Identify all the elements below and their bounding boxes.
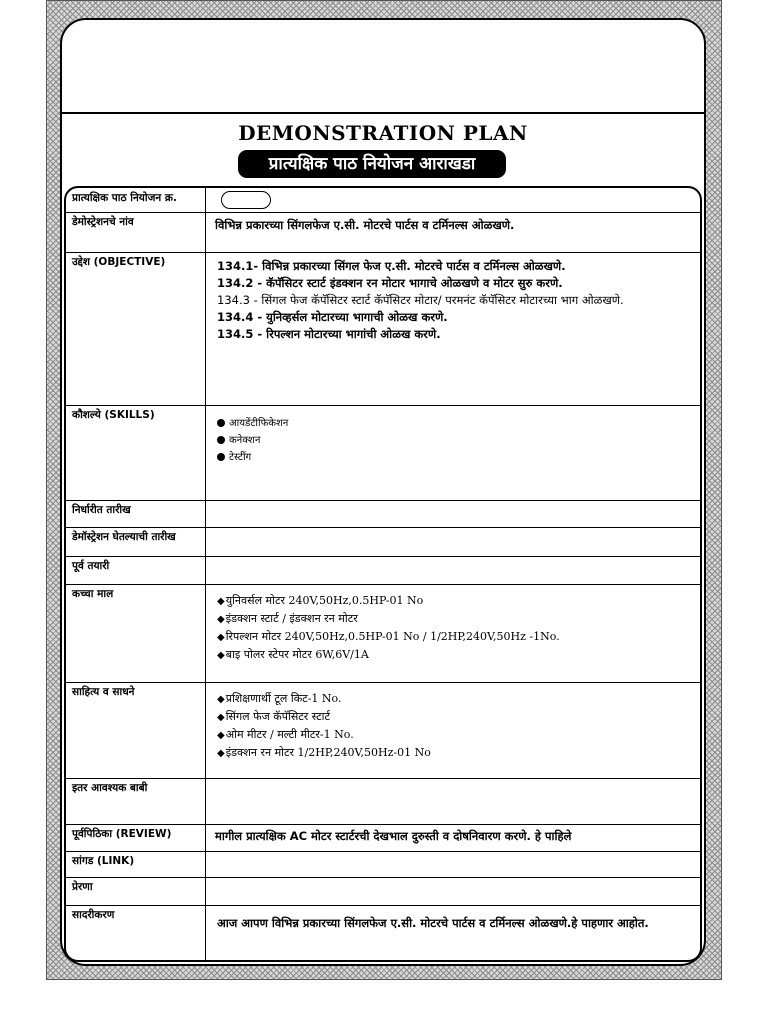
diamond-bullet-icon: ◆	[217, 650, 225, 661]
review-value: मागील प्रात्यक्षिक AC मोटर स्टार्टरची देखभाल दुरुस्ती व दोषनिवारण करणे. हे पाहिले	[215, 829, 572, 843]
row-raw-material	[66, 584, 700, 683]
title-english: DEMONSTRATION PLAN	[238, 121, 528, 145]
label-skills: कौशल्ये (SKILLS)	[66, 405, 206, 500]
diamond-bullet-icon: ◆	[217, 632, 225, 643]
diamond-bullet-icon: ◆	[217, 694, 225, 705]
label-preparation: पूर्व तयारी	[66, 556, 206, 584]
label-fixed-date: निर्धारीत तारीख	[66, 500, 206, 527]
label-presentation: सादरीकरण	[66, 905, 206, 962]
diamond-bullet-icon: ◆	[217, 712, 225, 723]
row-tools	[66, 682, 700, 779]
title-marathi-badge: प्रात्यक्षिक पाठ नियोजन आराखडा	[238, 150, 506, 178]
row-objective	[66, 252, 700, 406]
list-item: ◆ओम मीटर / मल्टी मीटर-1 No.	[217, 728, 354, 741]
row-presentation	[66, 905, 700, 962]
row-other	[66, 778, 700, 825]
row-motivation	[66, 877, 700, 906]
label-demo-date: डेमॉस्ट्रेशन घेतल्याची तारीख	[66, 527, 206, 556]
skills-list	[207, 405, 700, 500]
objective-line: 134.5 - रिपल्शन मोटारच्या भागांची ओळख करणे.	[217, 327, 441, 341]
list-item: टेस्टींग	[217, 449, 690, 466]
bullet-icon	[217, 419, 225, 427]
diamond-bullet-icon: ◆	[217, 748, 225, 759]
header-separator	[62, 112, 704, 114]
list-item: ◆युनिवर्सल मोटर 240V,50Hz,0.5HP-01 No	[217, 594, 424, 607]
raw-material-list	[207, 584, 700, 682]
label-review: पूर्वपिठिका (REVIEW)	[66, 824, 206, 851]
objective-line: 134.4 - युनिव्हर्सल मोटारच्या भागाची ओळख करणे.	[217, 310, 448, 324]
list-item: ◆रिपल्शन मोटर 240V,50Hz,0.5HP-01 No / 1/2HP,240V,50Hz -1No.	[217, 630, 560, 643]
bullet-icon	[217, 453, 225, 461]
list-item: आयडेंटीफिकेशन	[217, 415, 690, 432]
label-other: इतर आवश्यक बाबी	[66, 778, 206, 824]
objective-line: 134.3 - सिंगल फेज कॅपॅसिटर स्टार्ट कॅपॅसिटर मोटार/ परमनंट कॅपॅसिटर मोटारच्या भाग ओळखणे.	[217, 293, 624, 307]
tools-list	[207, 682, 700, 778]
label-raw-material: कच्चा माल	[66, 584, 206, 682]
link-field[interactable]	[207, 851, 700, 877]
demo-date-field[interactable]	[207, 527, 700, 556]
diamond-bullet-icon: ◆	[217, 596, 225, 607]
row-plan-number	[66, 188, 700, 213]
label-tools: साहित्य व साधने	[66, 682, 206, 778]
document-page	[60, 18, 706, 966]
row-fixed-date	[66, 500, 700, 528]
other-field[interactable]	[207, 778, 700, 824]
list-item: कनेक्शन	[217, 432, 690, 449]
list-item: ◆इंडक्शन स्टार्ट / इंडक्शन रन मोटर	[217, 612, 358, 625]
label-motivation: प्रेरणा	[66, 877, 206, 905]
label-link: सांगड (LINK)	[66, 851, 206, 877]
plan-number-pill	[221, 191, 271, 209]
row-preparation	[66, 556, 700, 585]
list-item: ◆बाइ पोलर स्टेपर मोटर 6W,6V/1A	[217, 648, 369, 661]
motivation-field[interactable]	[207, 877, 700, 905]
label-plan-number: प्रात्यक्षिक पाठ नियोजन क्र.	[66, 188, 206, 212]
objective-line: 134.1- विभिन्न प्रकारच्या सिंगल फेज ए.सी. मोटरचे पार्टस व टर्मिनल्स ओळखणे.	[217, 259, 566, 273]
row-review	[66, 824, 700, 852]
row-demo-name	[66, 212, 700, 253]
presentation-value: आज आपण विभिन्न प्रकारच्या सिंगलफेज ए.सी. मोटरचे पार्टस व टर्मिनल्स ओळखणे.हे पाहणार आहोत.	[217, 916, 649, 930]
demo-name-value: विभिन्न प्रकारच्या सिंगलफेज ए.सी. मोटरचे पार्टस व टर्मिनल्स ओळखणे.	[215, 218, 515, 232]
label-demo-name: डेमोस्ट्रेशनचे नांव	[66, 212, 206, 252]
plan-form-table	[64, 186, 702, 962]
objective-line: 134.2 - कॅपॅसिटर स्टार्ट इंडक्शन रन मोटार भागाचे ओळखणे व मोटर सुरु करणे.	[217, 276, 563, 290]
diamond-bullet-icon: ◆	[217, 730, 225, 741]
label-objective: उद्देश (OBJECTIVE)	[66, 252, 206, 405]
fixed-date-field[interactable]	[207, 500, 700, 527]
row-link	[66, 851, 700, 878]
plan-number-field[interactable]	[207, 188, 700, 212]
list-item: ◆इंडक्शन रन मोटर 1/2HP,240V,50Hz-01 No	[217, 746, 431, 759]
row-skills	[66, 405, 700, 501]
bullet-icon	[217, 436, 225, 444]
list-item: ◆प्रशिक्षणार्थी टूल किट-1 No.	[217, 692, 342, 705]
row-demo-date	[66, 527, 700, 557]
preparation-field[interactable]	[207, 556, 700, 584]
list-item: ◆सिंगल फेज कॅपॅसिटर स्टार्ट	[217, 710, 331, 723]
objective-list	[207, 252, 700, 405]
diamond-bullet-icon: ◆	[217, 614, 225, 625]
